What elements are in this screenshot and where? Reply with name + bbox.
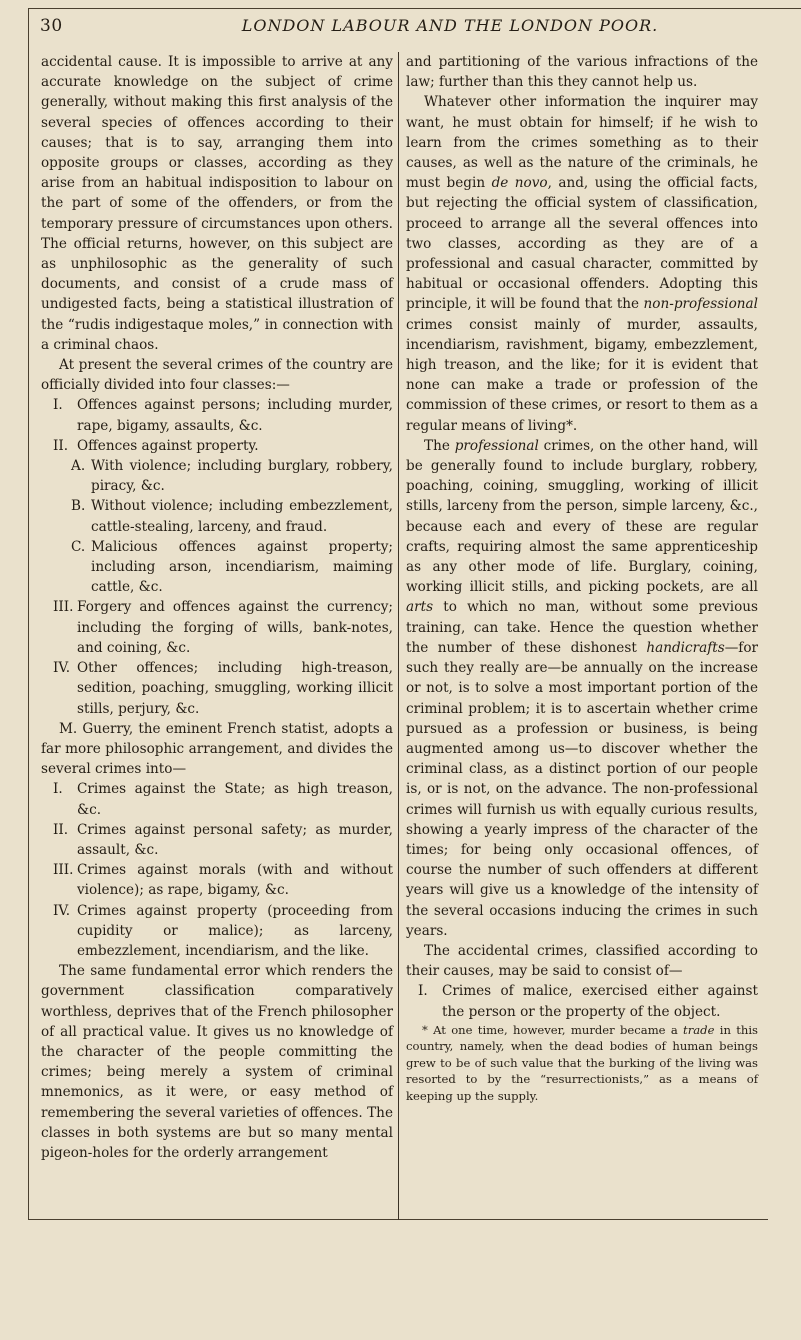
- list-number: I.: [53, 781, 63, 798]
- text-run: crimes consist mainly of murder, assaults, incendiarism, ravishment, bigamy, embezzlement, high treason, and the like; for it is evident that none can make a trade or profession of the commission of these crimes, or resort to them as a regular means of living*.: [406, 316, 758, 434]
- paragraph: and partitioning of the various infractions of the law; further than this they cannot help us.: [406, 54, 758, 91]
- list-item: [41, 436, 393, 456]
- page-header: [40, 14, 780, 40]
- list-number: IV.: [53, 660, 71, 677]
- list-number: III.: [53, 599, 74, 616]
- left-column: [41, 52, 393, 1163]
- list-text: Crimes against property (proceeding from cupidity or malice); as larceny, embezzlement, incendiarism, and the like.: [77, 902, 393, 959]
- paragraph: The same fundamental error which renders the government classification comparatively worthless, deprives that of the French philosopher of all practical value. It gives us no knowledge of the character of the people committing the crimes; being merely a system of criminal mnemonics, as it were, or easy method of remembering the several varieties of offences. The classes in both systems are but so many mental pigeon-holes for the orderly arrangement: [41, 963, 393, 1161]
- italic-text: trade: [683, 1022, 715, 1037]
- list-number: II.: [53, 821, 69, 838]
- list-item: [41, 779, 393, 819]
- list-item: [41, 860, 393, 900]
- column-divider: [398, 52, 399, 1220]
- paragraph: accidental cause. It is impossible to arrive at any accurate knowledge on the subject of crime generally, without making this first analysis of the several species of offences according to their causes; that is to say, arranging them into opposite groups or classes, according as they arise from an habitual indisposition to labour on the part of some of the offenders, or from the temporary pressure of circumstances upon others. The official returns, however, on this subject are as unphilosophic as the generality of such documents, and consist of a crude mass of undigested facts, being a statistical illustration of the “rudis indigestaque moles,” in connection with a criminal chaos.: [41, 54, 393, 353]
- list-number: A.: [71, 458, 86, 475]
- italic-text: non-professional: [643, 296, 758, 313]
- list-text: Without violence; including embezzlement, cattle-stealing, larceny, and fraud.: [91, 498, 393, 535]
- list-item: [41, 820, 393, 860]
- list-subitem: [41, 537, 393, 598]
- text-run: in this country, namely, when the dead bodies of human beings grew to be of such value that the burking of the living was resorted to by the “resurrectionists,” as a means of keeping up the supply.: [406, 1022, 758, 1103]
- running-title: LONDON LABOUR AND THE LONDON POOR.: [241, 16, 659, 35]
- italic-text: professional: [454, 437, 539, 454]
- list-number: IV.: [53, 902, 71, 919]
- list-subitem: [41, 456, 393, 496]
- list-text: Offences against persons; including murder, rape, bigamy, assaults, &c.: [77, 397, 393, 434]
- list-text: Other offences; including high-treason, sedition, poaching, smuggling, working illicit stills, perjury, &c.: [77, 660, 393, 717]
- list-text: Crimes against the State; as high treason, &c.: [77, 781, 393, 818]
- text-run: The: [424, 437, 455, 454]
- list-number: C.: [71, 538, 86, 555]
- italic-text: handicrafts: [646, 639, 725, 656]
- text-run: —for such they really are—be annually on the increase or not, is to solve a most important portion of the criminal problem; it is to ascertain whether crime pursued as a profession or business, is being augmented among us—to discover whether the criminal class, as a distinct portion of our people is, or is not, on the advance. The non-professional crimes will furnish us with equally curious results, showing a yearly impress of the character of the times; for being only occasional offences, of course the number of such offenders at different years will give us a knowledge of the intensity of the several occasions inducing the crimes in such years.: [406, 639, 758, 939]
- right-column: [406, 52, 758, 1104]
- list-text: Offences against property.: [77, 437, 259, 454]
- list-item: [41, 658, 393, 719]
- page-border-left: [28, 8, 29, 1220]
- list-number: B.: [71, 498, 86, 515]
- text-run: crimes, on the other hand, will be generally found to include burglary, robbery, poaching, coining, smuggling, working of illicit stills, larceny from the person, simple larceny, &c., because each and every of these are regular crafts, requiring almost the same apprenticeship as any other mode of life. Burglary, coining, working illicit stills, and picking pockets, are all: [406, 437, 758, 596]
- list-text: With violence; including burglary, robbery, piracy, &c.: [91, 458, 393, 495]
- page-number: 30: [40, 16, 63, 36]
- text-run: Whatever other information the inquirer may want, he must obtain for himself; if he wish to learn from the crimes something as to their causes, as well as the nature of the criminals, he must begin: [406, 94, 758, 192]
- list-item: [406, 981, 758, 1021]
- paragraph: At present the several crimes of the country are officially divided into four classes:—: [41, 357, 393, 394]
- guerry-classes-list: [41, 779, 393, 961]
- text-run: to which no man, without some previous training, can take. Hence the question whether the number of these dishonest: [406, 599, 758, 656]
- paragraph: [406, 92, 758, 435]
- official-classes-list: [41, 395, 393, 718]
- list-number: II.: [53, 437, 69, 454]
- footnote: [406, 1022, 758, 1105]
- list-subitem: [41, 496, 393, 536]
- page-border-top: [28, 8, 801, 9]
- list-text: Forgery and offences against the currency; including the forging of wills, bank-notes, and coining, &c.: [77, 599, 393, 656]
- paragraph: [406, 436, 758, 941]
- list-number: III.: [53, 862, 74, 879]
- paragraph: M. Guerry, the eminent French statist, adopts a far more philosophic arrangement, and divides the several crimes into—: [41, 720, 393, 778]
- paragraph: The accidental crimes, classified according to their causes, may be said to consist of—: [406, 942, 758, 980]
- list-text: Crimes of malice, exercised either against the person or the property of the object.: [442, 983, 758, 1020]
- list-text: Malicious offences against property; including arson, incendiarism, maiming cattle, &c.: [91, 538, 393, 596]
- italic-text: de novo: [491, 175, 548, 192]
- list-item: [41, 901, 393, 962]
- list-text: Crimes against morals (with and without violence); as rape, bigamy, &c.: [77, 862, 393, 899]
- list-item: [41, 395, 393, 435]
- text-run: , and, using the official facts, but rejecting the official system of classification, proceed to arrange all the several offences into two classes, according as they are of a professional and casual character, committed by habitual or occasional offenders. Adopting this principle, it will be found that the: [406, 175, 758, 313]
- list-number: I.: [418, 983, 428, 1000]
- text-run: * At one time, however, murder became a: [422, 1022, 684, 1037]
- list-text: Crimes against personal safety; as murder, assault, &c.: [77, 821, 393, 858]
- list-item: [41, 597, 393, 658]
- list-number: I.: [53, 397, 63, 414]
- italic-text: arts: [406, 599, 434, 616]
